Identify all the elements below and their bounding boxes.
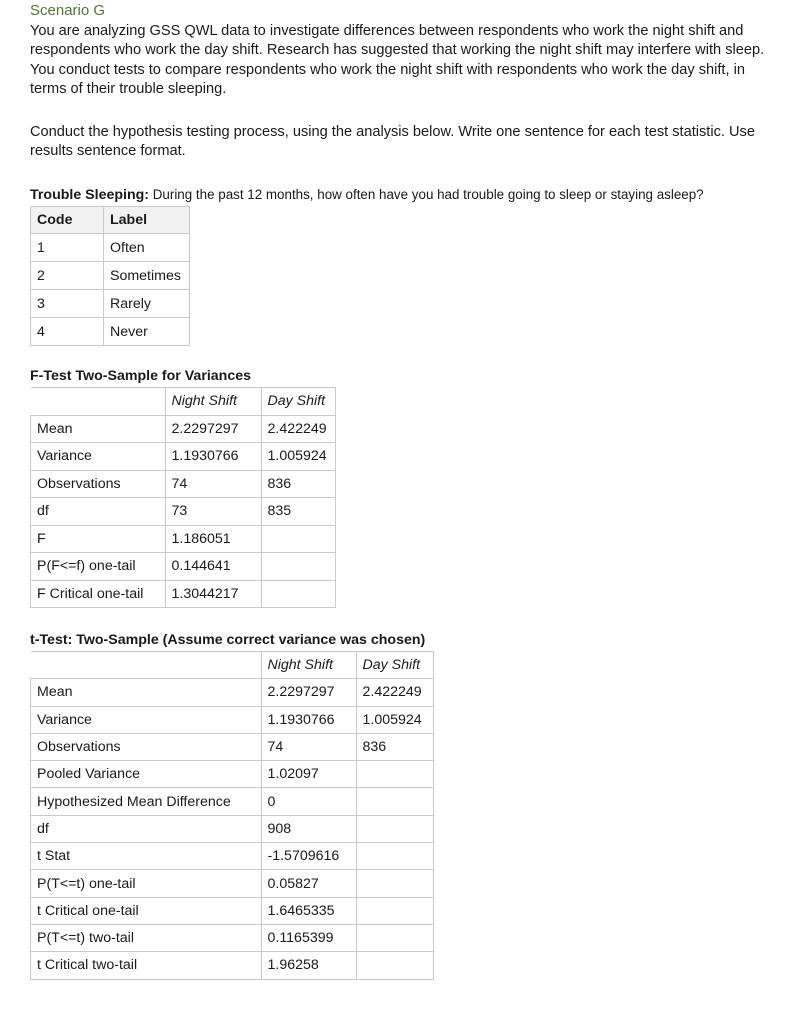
t-test-night-value: 74 — [261, 733, 356, 760]
t-test-night-value: 0 — [261, 788, 356, 815]
f-test-row — [31, 525, 336, 553]
codebook-label: Often — [104, 234, 190, 262]
f-test-night-value: 1.186051 — [165, 525, 261, 553]
codebook-label: Rarely — [104, 290, 190, 318]
codebook-code: 2 — [31, 262, 104, 290]
t-test-row — [31, 706, 434, 733]
t-test-day-value — [356, 924, 433, 951]
f-test-row-label: Observations — [31, 470, 166, 498]
f-test-row — [31, 443, 336, 471]
scenario-title: Scenario G — [30, 2, 106, 19]
t-test-night-value: 908 — [261, 815, 356, 842]
f-test-row — [31, 580, 336, 608]
t-test-row-label: t Critical two-tail — [31, 952, 262, 979]
t-test-row-label: t Stat — [31, 843, 262, 870]
t-test-row-label: P(T<=t) two-tail — [31, 924, 262, 951]
t-test-row-label: Pooled Variance — [31, 761, 262, 788]
t-test-header-night: Night Shift — [261, 652, 356, 679]
t-test-day-value — [356, 761, 433, 788]
question-line — [30, 187, 704, 203]
f-test-day-value: 1.005924 — [261, 443, 335, 471]
t-test-row — [31, 843, 434, 870]
f-test-row — [31, 498, 336, 526]
t-test-day-value — [356, 897, 433, 924]
t-test-row — [31, 952, 434, 979]
t-test-night-value: 0.1165399 — [261, 924, 356, 951]
codebook-row — [31, 234, 190, 262]
codebook-header-label: Label — [104, 207, 190, 234]
t-test-header-blank — [31, 652, 262, 679]
f-test-day-value — [261, 553, 335, 581]
intro-paragraph: You are analyzing GSS QWL data to investigate differences between respondents who work the night shift and respondents who work the day shift. Research has suggested that working the night shift may interfere with sleep. You conduct tests to compare respondents who work the night shift with respondents who work the day shift, in terms of their trouble sleeping. — [30, 23, 765, 97]
t-test-night-value: 1.96258 — [261, 952, 356, 979]
f-test-row-label: F Critical one-tail — [31, 580, 166, 608]
f-test-row — [31, 553, 336, 581]
f-test-title: F-Test Two-Sample for Variances — [30, 368, 252, 384]
codebook-header-code: Code — [31, 207, 104, 234]
t-test-night-value: 1.6465335 — [261, 897, 356, 924]
t-test-night-value: 1.1930766 — [261, 706, 356, 733]
t-test-row-label: P(T<=t) one-tail — [31, 870, 262, 897]
t-test-row — [31, 761, 434, 788]
f-test-row-label: P(F<=f) one-tail — [31, 553, 166, 581]
t-test-header-day: Day Shift — [356, 652, 433, 679]
t-test-header-row — [31, 652, 434, 679]
question-label: Trouble Sleeping: — [30, 187, 150, 203]
t-test-row — [31, 788, 434, 815]
codebook-code: 3 — [31, 290, 104, 318]
t-test-day-value — [356, 788, 433, 815]
t-test-night-value: 0.05827 — [261, 870, 356, 897]
t-test-row — [31, 679, 434, 706]
t-test-night-value: 1.02097 — [261, 761, 356, 788]
codebook-row — [31, 318, 190, 346]
t-test-row-label: Observations — [31, 733, 262, 760]
f-test-row-label: Mean — [31, 415, 166, 443]
t-test-day-value — [356, 952, 433, 979]
f-test-header-row — [31, 388, 336, 416]
f-test-table — [30, 387, 336, 608]
f-test-row-label: F — [31, 525, 166, 553]
f-test-day-value: 836 — [261, 470, 335, 498]
f-test-row-label: df — [31, 498, 166, 526]
f-test-night-value: 2.2297297 — [165, 415, 261, 443]
f-test-day-value — [261, 525, 335, 553]
t-test-night-value: 2.2297297 — [261, 679, 356, 706]
question-text: During the past 12 months, how often have you had trouble going to sleep or staying asleep? — [149, 187, 704, 202]
f-test-day-value: 2.422249 — [261, 415, 335, 443]
t-test-row-label: df — [31, 815, 262, 842]
t-test-row — [31, 870, 434, 897]
f-test-night-value: 1.3044217 — [165, 580, 261, 608]
f-test-night-value: 73 — [165, 498, 261, 526]
t-test-row-label: Variance — [31, 706, 262, 733]
t-test-title: t-Test: Two-Sample (Assume correct variance was chosen) — [30, 632, 426, 648]
t-test-day-value: 1.005924 — [356, 706, 433, 733]
t-test-row-label: Mean — [31, 679, 262, 706]
f-test-row — [31, 470, 336, 498]
codebook-label: Never — [104, 318, 190, 346]
codebook-row — [31, 262, 190, 290]
codebook-header-row — [31, 207, 190, 234]
f-test-row-label: Variance — [31, 443, 166, 471]
t-test-table — [30, 651, 434, 980]
codebook-code: 1 — [31, 234, 104, 262]
f-test-header-day: Day Shift — [261, 388, 335, 416]
t-test-row-label: t Critical one-tail — [31, 897, 262, 924]
t-test-row-label: Hypothesized Mean Difference — [31, 788, 262, 815]
t-test-day-value — [356, 815, 433, 842]
f-test-header-blank — [31, 388, 166, 416]
codebook-label: Sometimes — [104, 262, 190, 290]
t-test-day-value — [356, 843, 433, 870]
t-test-day-value — [356, 870, 433, 897]
t-test-day-value: 2.422249 — [356, 679, 433, 706]
t-test-row — [31, 733, 434, 760]
codebook-row — [31, 290, 190, 318]
t-test-day-value: 836 — [356, 733, 433, 760]
instructions-paragraph: Conduct the hypothesis testing process, using the analysis below. Write one sentence for each test statistic. Use results sentence format. — [30, 124, 755, 160]
f-test-day-value: 835 — [261, 498, 335, 526]
f-test-row — [31, 415, 336, 443]
f-test-header-night: Night Shift — [165, 388, 261, 416]
f-test-night-value: 1.1930766 — [165, 443, 261, 471]
codebook-table — [30, 206, 190, 346]
t-test-row — [31, 897, 434, 924]
codebook-code: 4 — [31, 318, 104, 346]
t-test-row — [31, 815, 434, 842]
t-test-night-value: -1.5709616 — [261, 843, 356, 870]
f-test-day-value — [261, 580, 335, 608]
f-test-night-value: 74 — [165, 470, 261, 498]
f-test-night-value: 0.144641 — [165, 553, 261, 581]
t-test-row — [31, 924, 434, 951]
